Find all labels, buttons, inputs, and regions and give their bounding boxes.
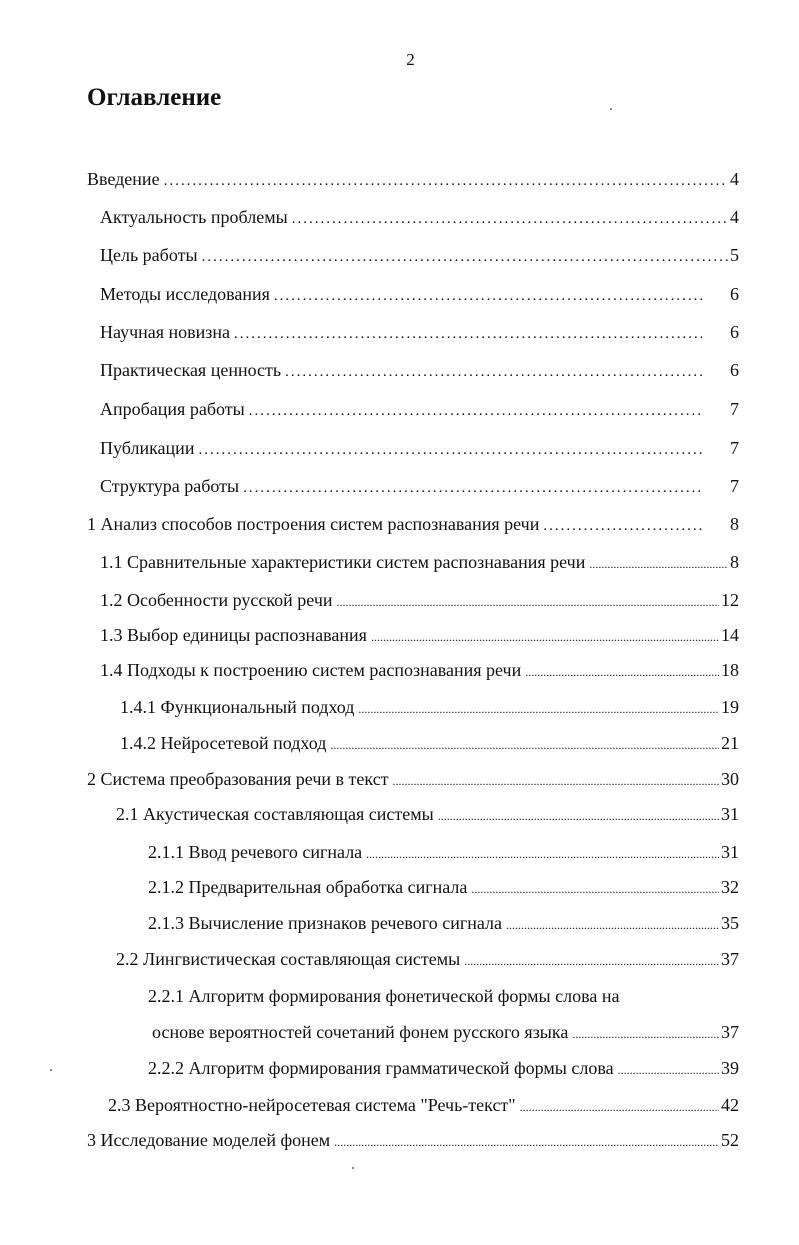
toc-entry-title: 2.1.2 Предварительная обработка сигнала (148, 877, 468, 897)
toc-entry-page: 4 (730, 207, 739, 227)
toc-leader (525, 661, 719, 683)
toc-entry[interactable] (116, 803, 739, 825)
toc-leader (164, 170, 728, 192)
toc-leader (285, 361, 702, 383)
toc-entry-page: 35 (721, 913, 739, 933)
toc-entry-title: Научная новизна (100, 322, 231, 342)
toc-entry[interactable] (152, 1021, 739, 1043)
toc-entry-title: Структура работы (100, 476, 240, 496)
toc-leader (438, 805, 719, 827)
toc-entry-page: 12 (721, 590, 739, 610)
toc-leader (330, 734, 719, 756)
toc-entry-title: 2.1.3 Вычисление признаков речевого сигнала (148, 913, 502, 933)
toc-leader (618, 1059, 719, 1081)
toc-leader (366, 843, 719, 865)
toc-leader (506, 914, 719, 936)
toc-entry[interactable] (100, 283, 739, 305)
toc-entry-title: 1.1 Сравнительные характеристики систем распознавания речи (100, 552, 586, 572)
toc-entry-page: 8 (730, 514, 739, 534)
toc-leader (471, 878, 719, 900)
toc-entry-page: 6 (730, 284, 739, 304)
toc-entry-title: 1 Анализ способов построения систем распознавания речи (87, 514, 540, 534)
toc-entry-title: 2.1.1 Ввод речевого сигнала (148, 842, 363, 862)
toc-entry-page: 52 (721, 1130, 739, 1150)
toc-entry-page: 14 (721, 625, 739, 645)
toc-entry[interactable] (87, 513, 739, 535)
toc-entry-page: 6 (730, 322, 739, 342)
toc-entry-page: 19 (721, 697, 739, 717)
toc-entry-title: 1.4 Подходы к построению систем распознавания речи (100, 660, 522, 680)
toc-entry-title: 3 Исследование моделей фонем (87, 1130, 331, 1150)
scan-speck (352, 1167, 354, 1169)
toc-entry[interactable] (148, 841, 739, 863)
toc-entry-title[interactable]: 2.2.1 Алгоритм формирования фонетической формы слова на (148, 986, 620, 1006)
toc-leader (464, 950, 719, 972)
toc-leader (358, 698, 719, 720)
toc-entry-title: 1.3 Выбор единицы распознавания (100, 625, 367, 645)
toc-entry-page: 7 (730, 438, 739, 458)
toc-entry[interactable] (116, 948, 739, 970)
toc-entry[interactable] (100, 359, 739, 381)
toc-entry[interactable] (100, 206, 739, 228)
toc-entry-title: Цель работы (100, 245, 198, 265)
toc-entry-title: 2.2 Лингвистическая составляющая системы (116, 949, 461, 969)
toc-entry-title: 1.4.2 Нейросетевой подход (120, 733, 327, 753)
toc-entry[interactable] (100, 659, 739, 681)
toc-entry[interactable] (87, 168, 739, 190)
toc-entry-title: Апробация работы (100, 399, 245, 419)
toc-entry-title: Практическая ценность (100, 360, 282, 380)
toc-entry-title: основе вероятностей сочетаний фонем русского языка (152, 1022, 569, 1042)
toc-entry-page: 31 (721, 804, 739, 824)
toc-entry-title: 2 Система преобразования речи в текст (87, 769, 389, 789)
toc-entry[interactable] (100, 321, 739, 343)
toc-entry-page: 32 (721, 877, 739, 897)
toc-entry-title: 2.3 Вероятностно-нейросетевая система "Речь-текст" (108, 1095, 516, 1115)
toc-entry-page: 5 (730, 245, 739, 265)
toc-leader (198, 439, 702, 461)
toc-entry-page: 18 (721, 660, 739, 680)
toc-entry[interactable] (148, 912, 739, 934)
toc-entry[interactable] (100, 551, 739, 573)
toc-entry-title: 2.2.2 Алгоритм формирования грамматической формы слова (148, 1058, 614, 1078)
toc-leader (572, 1023, 719, 1045)
toc-leader (243, 477, 702, 499)
toc-leader (589, 553, 728, 575)
toc-entry-page: 39 (721, 1058, 739, 1078)
toc-entry-title: Актуальность проблемы (100, 207, 288, 227)
toc-entry-page: 4 (730, 169, 739, 189)
toc-entry-page: 21 (721, 733, 739, 753)
toc-leader (520, 1096, 719, 1118)
toc-entry[interactable] (100, 624, 739, 646)
toc-entry[interactable] (120, 696, 739, 718)
toc-entry[interactable] (100, 437, 739, 459)
toc-leader (334, 1131, 719, 1153)
toc-entry-page: 37 (721, 1022, 739, 1042)
toc-entry-title: Введение (87, 169, 160, 189)
toc-entry-page: 6 (730, 360, 739, 380)
toc-leader (543, 515, 702, 537)
toc-entry[interactable] (100, 589, 739, 611)
toc-entry[interactable] (100, 475, 739, 497)
toc-entry-title: 1.4.1 Функциональный подход (120, 697, 355, 717)
toc-leader (393, 770, 719, 792)
toc-leader (202, 246, 728, 268)
toc-entry-page: 31 (721, 842, 739, 862)
toc-entry[interactable] (100, 398, 739, 420)
toc-leader (234, 323, 702, 345)
toc-entry[interactable] (87, 1129, 739, 1151)
toc-entry-title: Публикации (100, 438, 195, 458)
toc-leader (337, 591, 719, 613)
toc-entry-page: 30 (721, 769, 739, 789)
toc-leader (371, 626, 719, 648)
toc-entry[interactable] (100, 244, 739, 266)
toc-entry[interactable] (148, 876, 739, 898)
toc-entry-page: 37 (721, 949, 739, 969)
toc-entry-title: 1.2 Особенности русской речи (100, 590, 333, 610)
toc-entry-page: 42 (721, 1095, 739, 1115)
toc-entry-page: 7 (730, 476, 739, 496)
toc-entry-page: 7 (730, 399, 739, 419)
scan-speck (50, 1069, 52, 1071)
toc-entry-title: Методы исследования (100, 284, 270, 304)
toc-entry[interactable] (108, 1094, 739, 1116)
toc-entry-page: 8 (730, 552, 739, 572)
page-title: Оглавление (87, 84, 222, 111)
toc-entry[interactable] (87, 768, 739, 790)
toc-entry[interactable] (120, 732, 739, 754)
toc-entry[interactable] (148, 1057, 739, 1079)
toc-leader (274, 285, 702, 307)
toc-leader (249, 400, 702, 422)
toc-leader (292, 208, 728, 230)
scan-speck (610, 108, 612, 110)
page-number: 2 (406, 50, 415, 69)
toc-entry-title: 2.1 Акустическая составляющая системы (116, 804, 434, 824)
